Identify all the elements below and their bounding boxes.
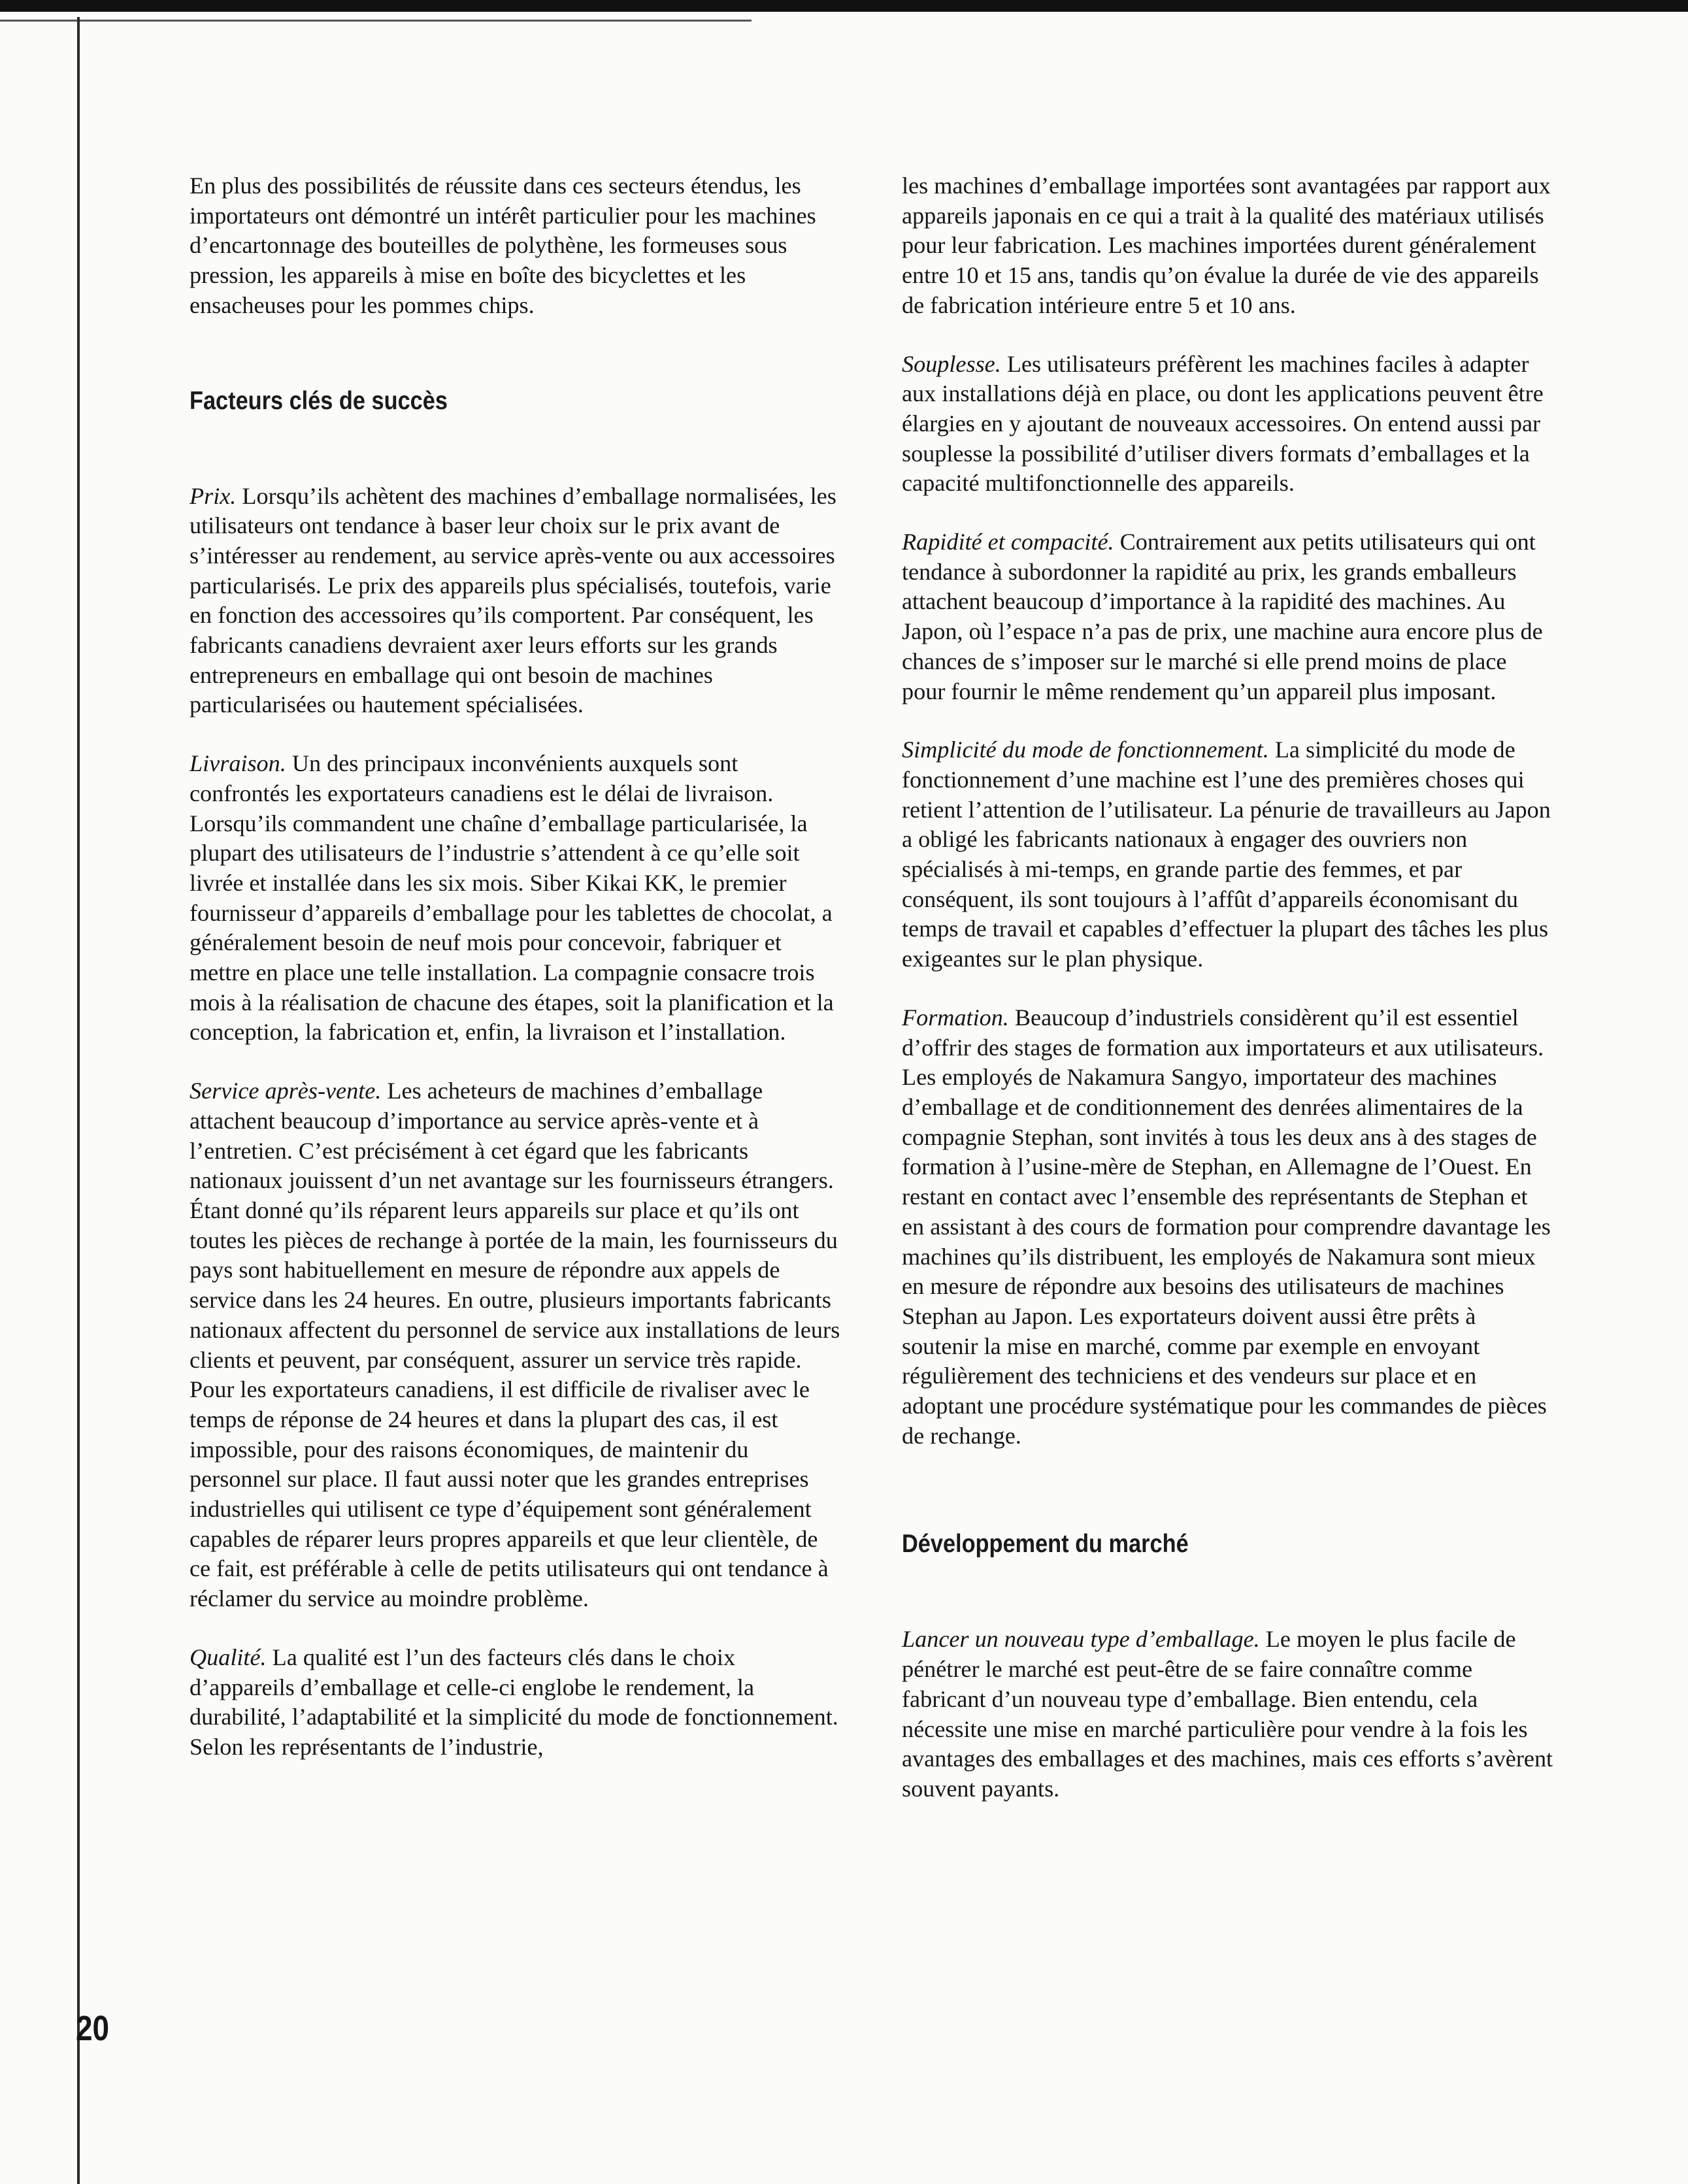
- paragraph-lead: Simplicité du mode de fonctionnement.: [902, 736, 1269, 763]
- left-margin-rule: [77, 17, 80, 2184]
- paragraph-lead: Rapidité et compacité.: [902, 529, 1114, 555]
- paragraph-qualite: [190, 1643, 843, 1762]
- paragraph-rapidite: [902, 527, 1555, 706]
- paragraph-service-apres-vente: [190, 1076, 843, 1614]
- paragraph-body: La qualité est l’un des facteurs clés dans le choix d’appareils d’emballage et celle-ci englobe le rendement, la durabilité, l’adaptabilité et la simplicité du mode de fonctionnement. Selon les représentants de l’industrie,: [190, 1644, 838, 1760]
- paragraph-body: Les acheteurs de machines d’emballage attachent beaucoup d’importance au service après-vente et à l’entretien. C’est précisément à cet égard que les fabricants nationaux jouissent d’un net avantage sur les fournisseurs étrangers. Étant donné qu’ils réparent leurs appareils sur place et qu’ils ont toutes les pièces de rechange à portée de la main, les fournisseurs du pays sont habituellement en mesure de répondre aux appels de service dans les 24 heures. En outre, plusieurs importants fabricants nationaux affectent du personnel de service aux installations de leurs clients et peuvent, par conséquent, assurer un service très rapide. Pour les exportateurs canadiens, il est difficile de rivaliser avec le temps de réponse de 24 heures et dans la plupart des cas, il est impossible, pour des raisons économiques, de maintenir du personnel sur place. Il faut aussi noter que les grandes entreprises industrielles qui utilisent ce type d’équipement sont généralement capables de réparer leurs propres appareils et que leur clientèle, de ce fait, est préférable à celle de petits utilisateurs qui ont tendance à réclamer du service au moindre problème.: [190, 1078, 840, 1612]
- paragraph-simplicite: [902, 735, 1555, 974]
- paragraph-body: La simplicité du mode de fonctionnement d’une machine est l’une des premières choses qui retient l’attention de l’utilisateur. La pénurie de travailleurs au Japon a obligé les fabricants nationaux à engager des ouvriers non spécialisés à mi-temps, en grande partie des femmes, et par conséquent, ils sont toujours à l’affût d’appareils économisant du temps de travail et capables d’effectuer la plupart des tâches les plus exigeantes sur le plan physique.: [902, 736, 1551, 972]
- top-border: [0, 0, 1688, 12]
- left-intro-paragraph: En plus des possibilités de réussite dans ces secteurs étendus, les importateurs ont démontré un intérêt particulier pour les machines d’encartonnage des bouteilles de polythène, les formeuses sous pression, les appareils à mise en boîte des bicyclettes et les ensacheuses pour les pommes chips.: [190, 173, 816, 318]
- paragraph-lead: Souplesse.: [902, 350, 1001, 377]
- section-heading-key-success-factors: Facteurs clés de succès: [190, 386, 448, 415]
- paragraph-body: Les utilisateurs préfèrent les machines faciles à adapter aux installations déjà en place, ou dont les applications peuvent être élargies en y ajoutant de nouveaux accessoires. On entend aussi par souplesse la possibilité d’utiliser divers formats d’emballages et la capacité multifonctionnelle des appareils.: [902, 350, 1544, 497]
- paragraph-body: Beaucoup d’industriels considèrent qu’il est essentiel d’offrir des stages de formation aux importateurs et aux utilisateurs. Les employés de Nakamura Sangyo, importateur des machines d’emballage et de conditionnement des denrées alimentaires de la compagnie Stephan, sont invités à tous les deux ans à des stages de formation à l’usine-mère de Stephan, en Allemagne de l’Ouest. En restant en contact avec l’ensemble des représentants de Stephan et en assistant à des cours de formation pour comprendre davantage les machines qu’ils distribuent, les employés de Nakamura sont mieux en mesure de répondre aux besoins des utilisateurs de machines Stephan au Japon. Les exportateurs doivent aussi être prêts à soutenir la mise en marché, comme par exemple en envoyant régulièrement des techniciens et des vendeurs sur place et en adoptant une procédure systématique pour les commandes de pièces de rechange.: [902, 1004, 1551, 1449]
- right-column: [902, 171, 1555, 1833]
- paragraph-formation: [902, 1003, 1555, 1451]
- page-number: 20: [76, 2009, 110, 2048]
- section-heading-market-development: Développement du marché: [902, 1530, 1189, 1559]
- paragraph-lead: Lancer un nouveau type d’emballage.: [902, 1626, 1260, 1653]
- left-column: [190, 171, 843, 1791]
- paragraph-lead: Formation.: [902, 1004, 1009, 1031]
- paragraph-livraison: [190, 749, 843, 1048]
- paragraph-lead: Service après-vente.: [190, 1078, 382, 1104]
- paragraph-body: Un des principaux inconvénients auxquels sont confrontés les exportateurs canadiens est le délai de livraison. Lorsqu’ils commandent une chaîne d’emballage particularisée, la plupart des utilisateurs de l’industrie s’attendent à ce qu’elle soit livrée et installée dans les six mois. Siber Kikai KK, le premier fournisseur d’appareils d’emballage pour les tablettes de chocolat, a généralement besoin de neuf mois pour concevoir, fabriquer et mettre en place une telle installation. La compagnie consacre trois mois à la réalisation de chacune des étapes, soit la planification et la conception, la fabrication et, enfin, la livraison et l’installation.: [190, 750, 834, 1046]
- paragraph-lead: Qualité.: [190, 1644, 267, 1670]
- paragraph-prix: [190, 482, 843, 721]
- paragraph-body: Lorsqu’ils achètent des machines d’emballage normalisées, les utilisateurs ont tendance à baser leur choix sur le prix avant de s’intéresser au rendement, au service après-vente ou aux accessoires particularisés. Le prix des appareils plus spécialisés, toutefois, varie en fonction des accessoires qu’ils comportent. Par conséquent, les fabricants canadiens devraient axer leurs efforts sur les grands entrepreneurs en emballage qui ont besoin de machines particularisées ou hautement spécialisées.: [190, 482, 836, 718]
- paragraph-souplesse: [902, 350, 1555, 499]
- paragraph-nouveau-type: [902, 1625, 1555, 1804]
- paragraph-body: Contrairement aux petits utilisateurs qui ont tendance à subordonner la rapidité au prix, les grands emballeurs attachent beaucoup d’importance à la rapidité des machines. Au Japon, où l’espace n’a pas de prix, une machine aura encore plus de chances de s’imposer sur le marché si elle prend moins de place pour fournir le même rendement qu’un appareil plus imposant.: [902, 529, 1543, 704]
- paragraph-body: Le moyen le plus facile de pénétrer le marché est peut-être de se faire connaître comme fabricant d’un nouveau type d’emballage. Bien entendu, cela nécessite une mise en marché particulière pour vendre à la fois les avantages des emballages et des machines, mais ces efforts s’avèrent souvent payants.: [902, 1626, 1553, 1802]
- paragraph-lead: Prix.: [190, 482, 237, 509]
- top-thin-rule: [0, 20, 752, 22]
- right-intro-paragraph: les machines d’emballage importées sont avantagées par rapport aux appareils japonais en ce qui a trait à la qualité des matériaux utilisés pour leur fabrication. Les machines importées durent généralement entre 10 et 15 ans, tandis qu’on évalue la durée de vie des appareils de fabrication intérieure entre 5 et 10 ans.: [902, 173, 1551, 318]
- paragraph-lead: Livraison.: [190, 750, 286, 777]
